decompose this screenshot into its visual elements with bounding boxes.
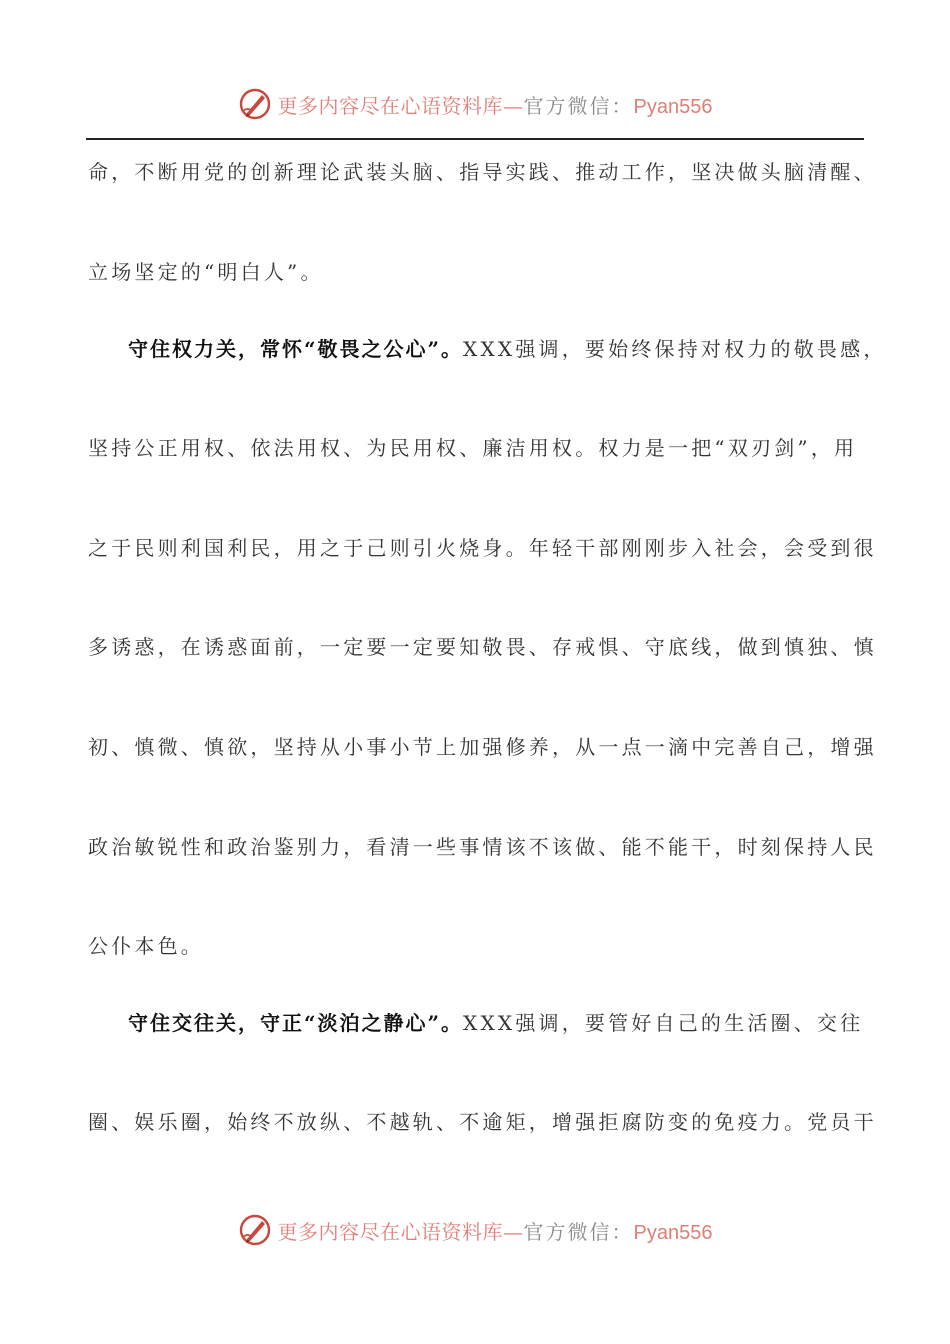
brand-dash: —	[503, 93, 524, 118]
body-line-11: 圈、娱乐圈，始终不放纵、不越轨、不逾矩，增强拒腐防变的免疫力。党员干	[88, 1110, 877, 1134]
brand-text: 更多内容尽在心语资料库	[277, 1219, 504, 1244]
wechat-id: Pyan556	[633, 95, 713, 118]
body-line-6: 多诱惑，在诱惑面前，一定要一定要知敬畏、存戒惧、守底线，做到慎独、慎	[88, 635, 877, 659]
header-banner-text	[278, 90, 713, 119]
footer-banner	[0, 1210, 950, 1250]
pen-logo-icon	[238, 1213, 272, 1247]
paragraph-power-first-line	[128, 335, 887, 363]
header-divider	[86, 138, 864, 140]
paragraph-social-first-line	[128, 1009, 863, 1037]
paragraph-social-heading: 守住交往关，守正“淡泊之静心”。	[128, 1011, 464, 1035]
brand-dash: —	[503, 1219, 524, 1244]
body-line-8: 政治敏锐性和政治鉴别力，看清一些事情该不该做、能不能干，时刻保持人民	[88, 835, 877, 859]
body-line-4: 坚持公正用权、依法用权、为民用权、廉洁用权。权力是一把“双刃剑”，用	[88, 436, 858, 460]
body-line-2: 立场坚定的“明白人”。	[88, 260, 324, 284]
footer-banner-text	[278, 1216, 713, 1245]
body-line-1: 命，不断用党的创新理论武装头脑、指导实践、推动工作，坚决做头脑清醒、	[88, 160, 877, 184]
body-line-5: 之于民则利国利民，用之于己则引火烧身。年轻干部刚刚步入社会，会受到很	[88, 536, 877, 560]
body-line-9: 公仆本色。	[88, 934, 204, 958]
header-banner	[0, 84, 950, 124]
paragraph-power-heading: 守住权力关，常怀“敬畏之公心”。	[128, 337, 464, 361]
wechat-id: Pyan556	[633, 1221, 713, 1244]
official-text: 官方微信：	[523, 1219, 634, 1244]
brand-text: 更多内容尽在心语资料库	[277, 93, 504, 118]
paragraph-power-text: XXX强调，要始终保持对权力的敬畏感，	[463, 337, 887, 361]
paragraph-social-text: XXX强调，要管好自己的生活圈、交往	[463, 1011, 864, 1035]
official-text: 官方微信：	[523, 93, 634, 118]
body-line-7: 初、慎微、慎欲，坚持从小事小节上加强修养，从一点一滴中完善自己，增强	[88, 735, 877, 759]
pen-logo-icon	[238, 87, 272, 121]
